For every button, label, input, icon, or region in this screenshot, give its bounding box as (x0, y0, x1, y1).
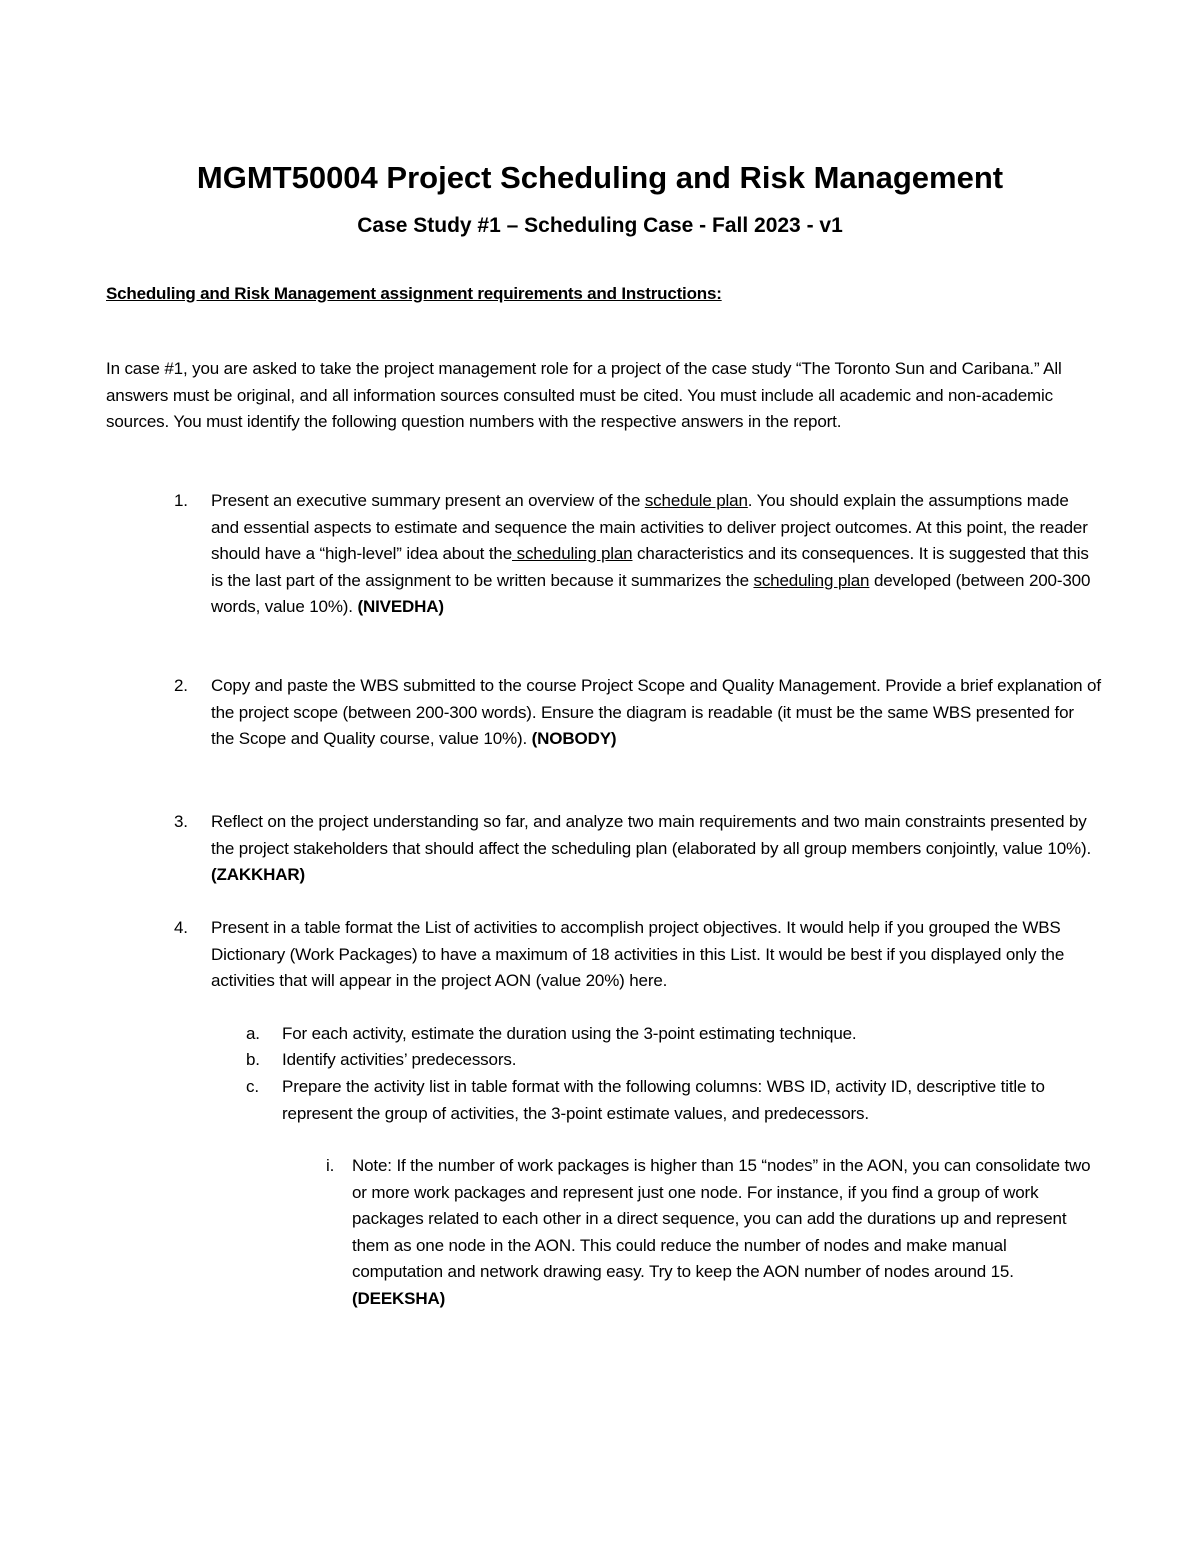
question-number: 1. (174, 491, 188, 510)
text-run: developed (between 200-300 words, value 10%). (211, 570, 1091, 616)
text-run: . You should explain the assumptions made and essential aspects to estimate and sequence the main activities to deliver project outcomes. At this point, the reader should have a “high-level” idea about the (211, 491, 1088, 563)
document-title: MGMT50004 Project Scheduling and Risk Management (196, 160, 1004, 195)
subitem-letter: a. (246, 1024, 260, 1043)
text-run: Copy and paste the WBS submitted to the course Project Scope and Quality Management. Provide a brief explanation of the project scope (between 200-300 words). Ensure the diagram is readable (it must be the same WBS presented for the Scope and Quality course, value 10%). (211, 676, 1101, 748)
subitem-letter: c. (246, 1077, 259, 1096)
question-number: 4. (174, 918, 188, 937)
text-run: characteristics and its consequences. It is suggested that this is the last part of the assignment to be written because it summarizes the (211, 544, 1089, 590)
underlined-term: schedule plan (644, 491, 748, 510)
assignee-label: (DEEKSHA) (352, 1288, 446, 1308)
subitem-roman: i. (326, 1156, 335, 1175)
text-run: Note: If the number of work packages is higher than 15 “nodes” in the AON, you can consolidate two or more work packages and represent just one node. For instance, if you find a group of work packages related to each other in a direct sequence, you can add the durations up and represent them as one node in the AON. This could reduce the number of nodes and make manual computation and network drawing easy. Try to keep the AON number of nodes around 15. (352, 1156, 1091, 1281)
subitem-letter: b. (246, 1050, 260, 1069)
question-number: 3. (174, 812, 188, 831)
document-subtitle: Case Study #1 – Scheduling Case - Fall 2023 - v1 (357, 214, 843, 237)
question-text (211, 809, 1101, 889)
assignee-label: (NIVEDHA) (357, 597, 444, 616)
text-run: Present an executive summary present an overview of the (211, 491, 645, 510)
question-number: 2. (174, 676, 188, 695)
assignee-label: (NOBODY) (531, 729, 617, 748)
underlined-term: scheduling plan (512, 544, 633, 563)
underlined-term: scheduling plan (753, 570, 870, 590)
section-heading: Scheduling and Risk Management assignment requirements and Instructions: (106, 284, 722, 303)
question-text (211, 673, 1101, 753)
question-text: Present in a table format the List of activities to accomplish project objectives. It would help if you grouped the WBS Dictionary (Work Packages) to have a maximum of 18 activities in this List. It would be best if you displayed only the activities that will appear in the project AON (value 20%) here. (211, 918, 1065, 990)
subitem-text: Prepare the activity list in table format with the following columns: WBS ID, activity ID, descriptive title to represent the group of activities, the 3-point estimate values, and predecessors. (282, 1077, 1045, 1123)
subitem-text: For each activity, estimate the duration using the 3-point estimating technique. (282, 1024, 857, 1043)
question-text (211, 488, 1101, 621)
assignee-label: (ZAKKHAR) (211, 865, 306, 884)
text-run: Reflect on the project understanding so far, and analyze two main requirements and two main constraints presented by the project stakeholders that should affect the scheduling plan (elaborated by all group members conjointly, value 10%). (211, 812, 1092, 858)
intro-paragraph: In case #1, you are asked to take the project management role for a project of the case study “The Toronto Sun and Caribana.” All answers must be original, and all information sources consulted must be cited. You must include all academic and non-academic sources. You must identify the following question numbers with the respective answers in the report. (106, 359, 1062, 431)
subitem-text (352, 1153, 1102, 1312)
subitem-text: Identify activities’ predecessors. (282, 1050, 517, 1069)
